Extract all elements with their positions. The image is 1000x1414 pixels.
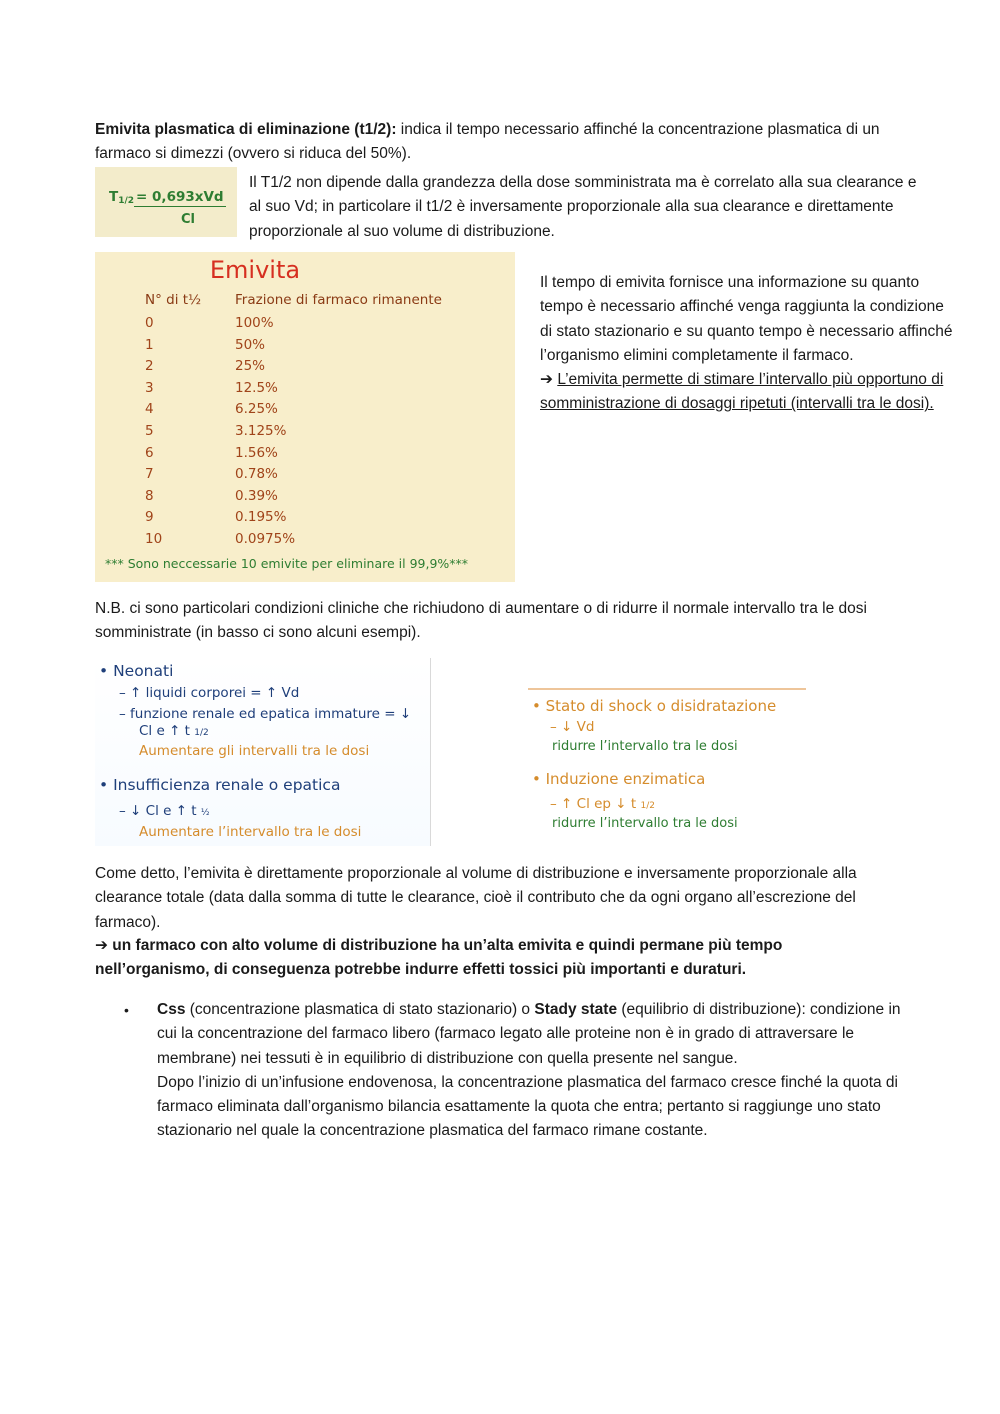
neonati-item-3-text: Cl e ↑ t [139,723,190,739]
column-header-half-lives: N° di t½ [145,292,202,308]
column-header-fraction: Frazione di farmaco rimanente [235,292,442,308]
conclusion-paragraph [95,934,895,983]
half-life-formula [95,167,237,237]
insufficienza-item-1 [119,802,210,822]
examples-increase-interval [95,658,431,846]
emivita-side-underlined: L’emivita permette di stimare l’intervallo più opportuno di somministrazione di dosaggi ripetuti (intervalli tra le dosi). [540,371,944,413]
formula-numerator-text: = 0,693xVd [136,189,224,205]
steady-state-term: Stady state [534,1001,618,1018]
t12-explanation: Il T1/2 non dipende dalla grandezza della dose somministrata ma è correlato alla sua clearance e al suo Vd; in particolare il t1/2 è inversamente proporzionale alla sua clearance e direttamente proporzionale al suo volume di distribuzione. [249,174,917,240]
css-term: Css [157,1001,186,1018]
arrow-icon: ➔ [95,937,108,954]
row-fraction: 3.125% [235,422,287,439]
row-n: 3 [145,379,154,396]
css-paragraph-1 [157,998,902,1071]
row-n: 6 [145,444,154,461]
formula-lhs: T [109,189,119,205]
row-n: 5 [145,422,154,439]
neonati-item-2: – funzione renale ed epatica immature = ↓ [119,706,412,722]
neonati-heading: • Neonati [99,662,174,680]
css-paragraph-2: Dopo l’inizio di un’infusione endovenosa, la concentrazione plasmatica del farmaco cresce finché la quota di farmaco eliminata dall’organismo bilancia esattamente la quota che entra; pertanto si raggiunge uno stato stazionario nel quale la concentrazione plasmatica del farmaco rimane costante. [157,1073,898,1140]
row-n: 4 [145,401,154,418]
neonati-item-1: – ↑ liquidi corporei = ↑ Vd [119,685,300,701]
shock-advice: ridurre l’intervallo tra le dosi [552,739,738,754]
induzione-item-1 [550,795,655,815]
insufficienza-heading: • Insufficienza renale o epatica [99,776,341,794]
come-detto-paragraph: Come detto, l’emivita è direttamente proporzionale al volume di distribuzione e inversamente proporzionale alla clearance totale (data dalla somma di tutte le clearance, cioè il contributo che da ogni organo all’escrezione del farmaco). [95,865,857,931]
intro-term: Emivita plasmatica di eliminazione (t1/2): [95,121,397,138]
insufficienza-item-1-sub: ½ [200,808,210,818]
emivita-table [95,252,515,582]
neonati-item-3 [139,722,209,742]
intro-definition: indica il tempo necessario affinché la concentrazione plasmatica di un farmaco si dimezzi (ovvero si riduca del 50%). [95,121,880,163]
formula-numerator [109,189,226,209]
induzione-advice: ridurre l’intervallo tra le dosi [552,816,738,831]
examples-reduce-interval [528,688,808,848]
row-n: 9 [145,509,154,526]
divider [528,688,806,690]
emivita-side-text [540,271,960,417]
induzione-item-1-sub: 1/2 [640,801,655,811]
insufficienza-item-1-text: – ↓ Cl e ↑ t [119,803,197,819]
row-fraction: 12.5% [235,379,278,396]
row-fraction: 100% [235,315,274,331]
bullet-icon: • [124,1002,129,1018]
nb-paragraph: N.B. ci sono particolari condizioni cliniche che richiudono di aumentare o di ridurre il normale intervallo tra le dosi somministrate (in basso ci sono alcuni esempi). [95,600,867,642]
shock-item-1: – ↓ Vd [550,719,595,735]
css-text-1: (concentrazione plasmatica di stato stazionario) o [185,1001,535,1018]
emivita-side-paragraph: Il tempo di emivita fornisce una informazione su quanto tempo è necessario affinché venga raggiunta la condizione di stato stazionario e su quanto tempo è necessario affinché l’organismo elimini completamente il farmaco. [540,274,953,364]
css-text-2: (equilibrio di distribuzione): condizione in cui la concentrazione del farmaco libero (farmaco legato alle proteine non è in grado di attraversare le membrane) nei tessuti è in equilibrio di distribuzione con quella presente nel sangue. [157,1001,901,1067]
emivita-table-footer: *** Sono neccessarie 10 emivite per eliminare il 99,9%*** [105,556,469,571]
row-fraction: 50% [235,336,266,353]
row-fraction: 6.25% [235,401,278,418]
neonati-item-3-sub: 1/2 [194,728,209,738]
intro-paragraph [95,118,895,167]
row-fraction: 0.78% [235,466,278,483]
row-fraction: 1.56% [235,444,278,461]
conclusion-text: un farmaco con alto volume di distribuzione ha un’alta emivita e quindi permane più tempo nell’organismo, di conseguenza potrebbe indurre effetti tossici più importanti e duraturi. [95,937,783,979]
row-fraction: 25% [235,358,266,375]
neonati-advice: Aumentare gli intervalli tra le dosi [139,743,370,759]
insufficienza-advice: Aumentare l’intervallo tra le dosi [139,824,362,840]
row-n: 8 [145,487,154,504]
emivita-side-note [540,368,960,417]
row-fraction: 0.195% [235,509,287,526]
row-n: 1 [145,336,154,353]
row-n: 7 [145,466,154,483]
formula-denominator: Cl [181,212,195,227]
row-n: 0 [145,315,154,331]
row-fraction: 0.39% [235,487,278,504]
row-n: 2 [145,358,154,375]
row-fraction: 0.0975% [235,530,296,547]
shock-heading: • Stato di shock o disidratazione [532,697,777,715]
formula-lhs-sub: 1/2 [118,196,135,206]
arrow-icon: ➔ [540,371,553,389]
induzione-heading: • Induzione enzimatica [532,770,706,788]
css-definition [157,998,902,1144]
row-n: 10 [145,530,163,547]
emivita-table-title: Emivita [209,256,301,284]
induzione-item-1-text: – ↑ Cl ep ↓ t [550,796,637,812]
